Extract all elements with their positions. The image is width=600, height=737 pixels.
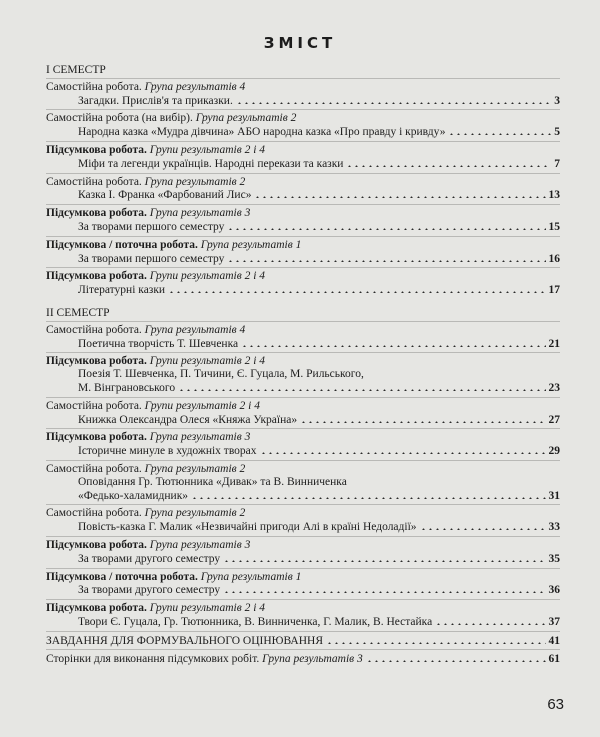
entry-group: Група результатів 3 [262,653,363,666]
work-type: Підсумкова робота. [46,538,147,551]
toc-group [46,267,560,299]
toc-entry [46,188,560,202]
group-heading [46,431,560,444]
toc-group [46,352,560,396]
group-heading [46,176,560,189]
group-heading [46,571,560,584]
toc-group [46,504,560,536]
entry-page: 23 [548,381,560,394]
toc-group [46,536,560,568]
toc-entry-row [78,252,560,266]
toc-entry [46,94,560,108]
group-heading [46,112,560,125]
dot-leader [448,125,551,135]
entry-page: 31 [548,489,560,502]
work-type: Підсумкова робота. [46,270,147,283]
toc-entry [46,125,560,139]
result-group: Група результатів 2 [144,175,246,188]
toc-group [46,649,560,668]
group-heading [46,400,560,413]
toc-group [46,321,560,353]
toc-group [46,397,560,429]
toc-entry-row [78,381,560,395]
toc-entry [46,413,560,427]
toc-entry [46,552,560,566]
toc-group [46,631,560,650]
work-type: Самостійна робота. [46,80,142,93]
entry-title: Повість-казка Г. Малик «Незвичайні пригоди Алі в країні Недоладії» [78,521,417,534]
dot-leader [300,413,545,423]
entry-title: Народна казка «Мудра дівчина» АБО народна казка «Про правду і кривду» [78,126,446,139]
table-of-contents [46,64,560,668]
result-group: Група результатів 3 [149,538,251,551]
toc-semester-2 [46,307,560,631]
dot-leader [236,94,551,104]
work-type: Підсумкова / поточна робота. [46,570,198,583]
entry-title: Твори Є. Гуцала, Гр. Тютюнника, В. Винниченка, Г. Малик, В. Нестайка [78,615,433,628]
toc-group [46,141,560,173]
entry-title: За творами другого семестру [78,552,221,565]
toc-entry-row [78,283,560,297]
result-group: Групи результатів 2 і 4 [149,602,266,615]
toc-entry [46,520,560,534]
toc-entry [46,444,560,458]
entry-title: «Федько-халамидник» [78,489,189,502]
dot-leader [223,552,545,562]
toc-entry [46,252,560,266]
result-group: Група результатів 1 [200,238,302,251]
toc-entry [46,476,560,503]
entry-title: За творами другого семестру [78,584,221,597]
toc-entry-row [78,552,560,566]
dot-leader [254,188,545,198]
result-group: Група результатів 2 [144,507,246,520]
entry-title: Історичне минуле в художніх творах [78,445,257,458]
result-group: Група результатів 1 [200,570,302,583]
entry-page: 17 [548,284,560,297]
dot-leader [346,157,551,167]
toc-group [46,460,560,504]
toc-entry [46,583,560,597]
entry-page: 29 [548,445,560,458]
dot-leader [366,652,546,662]
toc-entry-row [78,413,560,427]
group-heading [46,207,560,220]
entry-line: Поезія Т. Шевченка, П. Тичини, Є. Гуцала, М. Рильського, [78,368,364,381]
work-type: Підсумкова / поточна робота. [46,238,198,251]
dot-leader [223,583,545,593]
page-number: 63 [547,696,564,713]
work-type: Підсумкова робота. [46,431,147,444]
entry-text: Сторінки для виконання підсумкових робіт. [46,653,260,666]
page-title: ЗМІСТ [263,34,337,52]
dot-leader [227,252,545,262]
toc-entry [46,368,560,395]
toc-entry [46,220,560,234]
result-group: Групи результатів 2 і 4 [144,399,260,412]
dot-leader [420,520,546,530]
entry-page: 7 [554,157,560,170]
entry-page: 35 [548,552,560,565]
result-group: Група результатів 3 [149,207,251,220]
entry-title: Поетична творчість Т. Шевченка [78,337,239,350]
toc-entry [46,283,560,297]
toc-entry-row [78,520,560,534]
toc-group [46,568,560,600]
group-heading [46,144,560,157]
toc-entry-row [78,125,560,139]
toc-group [46,173,560,205]
dot-leader [168,283,545,293]
entry-page: 21 [548,337,560,350]
toc-entry-row [78,583,560,597]
toc-entry-row [78,615,560,629]
dot-leader [241,337,545,347]
work-type: Підсумкова робота. [46,207,147,220]
toc-entry [46,615,560,629]
entry-title: За творами першого семестру [78,252,225,265]
dot-leader [178,381,545,391]
entry-page: 5 [554,126,560,139]
entry-title: Книжка Олександра Олеся «Княжа Україна» [78,413,298,426]
dot-leader [191,489,545,499]
entry-page: 33 [548,521,560,534]
toc-entry-row [78,337,560,351]
toc-entry-row [78,188,560,202]
entry-line: Оповідання Гр. Тютюнника «Дивак» та В. Винниченка [78,475,347,488]
toc-group [46,109,560,141]
entry-title [46,653,363,666]
entry-page: 3 [554,94,560,107]
result-group: Група результатів 3 [149,431,251,444]
toc-entry-row [46,652,560,666]
toc-entry [46,337,560,351]
entry-title: Казка І. Франка «Фарбований Лис» [78,189,252,202]
toc-semester-1 [46,64,560,299]
result-group: Група результатів 4 [144,323,246,336]
dot-leader [260,444,546,454]
section-heading: I СЕМЕСТР [46,64,106,76]
result-group: Група результатів 4 [144,80,246,93]
toc-entry-row [78,157,560,171]
result-group: Групи результатів 2 і 4 [149,270,266,283]
group-heading [46,602,560,615]
entry-page: 16 [548,252,560,265]
group-heading [46,463,560,476]
dot-leader [227,220,545,230]
group-heading [46,81,560,94]
toc-group [46,204,560,236]
group-heading [46,324,560,337]
entry-page: 13 [548,189,560,202]
entry-title: За творами першого семестру [78,220,225,233]
dot-leader [435,615,545,625]
work-type: Самостійна робота (на вибір). [46,112,193,125]
entry-title: Міфи та легенди українців. Народні перекази та казки [78,157,344,170]
entry-page: 37 [548,615,560,628]
section-heading: II СЕМЕСТР [46,306,110,319]
result-group: Групи результатів 2 і 4 [149,355,266,368]
toc-entry-row [78,444,560,458]
result-group: Група результатів 2 [144,462,246,475]
group-heading [46,355,560,368]
work-type: Самостійна робота. [46,399,142,412]
toc-entry-row [78,220,560,234]
group-heading [46,507,560,520]
entry-title: Літературні казки [78,284,166,297]
toc-entry-row [46,634,560,648]
entry-page: 15 [548,220,560,233]
entry-title: ЗАВДАННЯ ДЛЯ ФОРМУВАЛЬНОГО ОЦІНЮВАННЯ [46,634,323,647]
group-heading [46,270,560,283]
group-heading [46,239,560,252]
work-type: Самостійна робота. [46,323,142,336]
entry-page: 61 [548,653,560,666]
entry-page: 41 [548,634,560,647]
toc-group [46,78,560,110]
toc-appendix [46,631,560,669]
entry-page: 27 [548,413,560,426]
toc-entry-row [78,94,560,108]
work-type: Підсумкова робота. [46,143,147,156]
work-type: Самостійна робота. [46,507,142,520]
work-type: Самостійна робота. [46,175,142,188]
toc-group [46,599,560,631]
entry-page: 36 [548,584,560,597]
toc-entry-row [78,489,560,503]
toc-entry [46,157,560,171]
dot-leader [326,634,546,644]
toc-group [46,236,560,268]
group-heading [46,539,560,552]
toc-group [46,428,560,460]
work-type: Підсумкова робота. [46,355,147,368]
entry-title: М. Вінграновського [78,381,176,394]
work-type: Самостійна робота. [46,462,142,475]
entry-title: Загадки. Прислів'я та приказки. [78,94,233,107]
result-group: Групи результатів 2 і 4 [149,143,266,156]
work-type: Підсумкова робота. [46,602,147,615]
result-group: Група результатів 2 [195,112,297,125]
